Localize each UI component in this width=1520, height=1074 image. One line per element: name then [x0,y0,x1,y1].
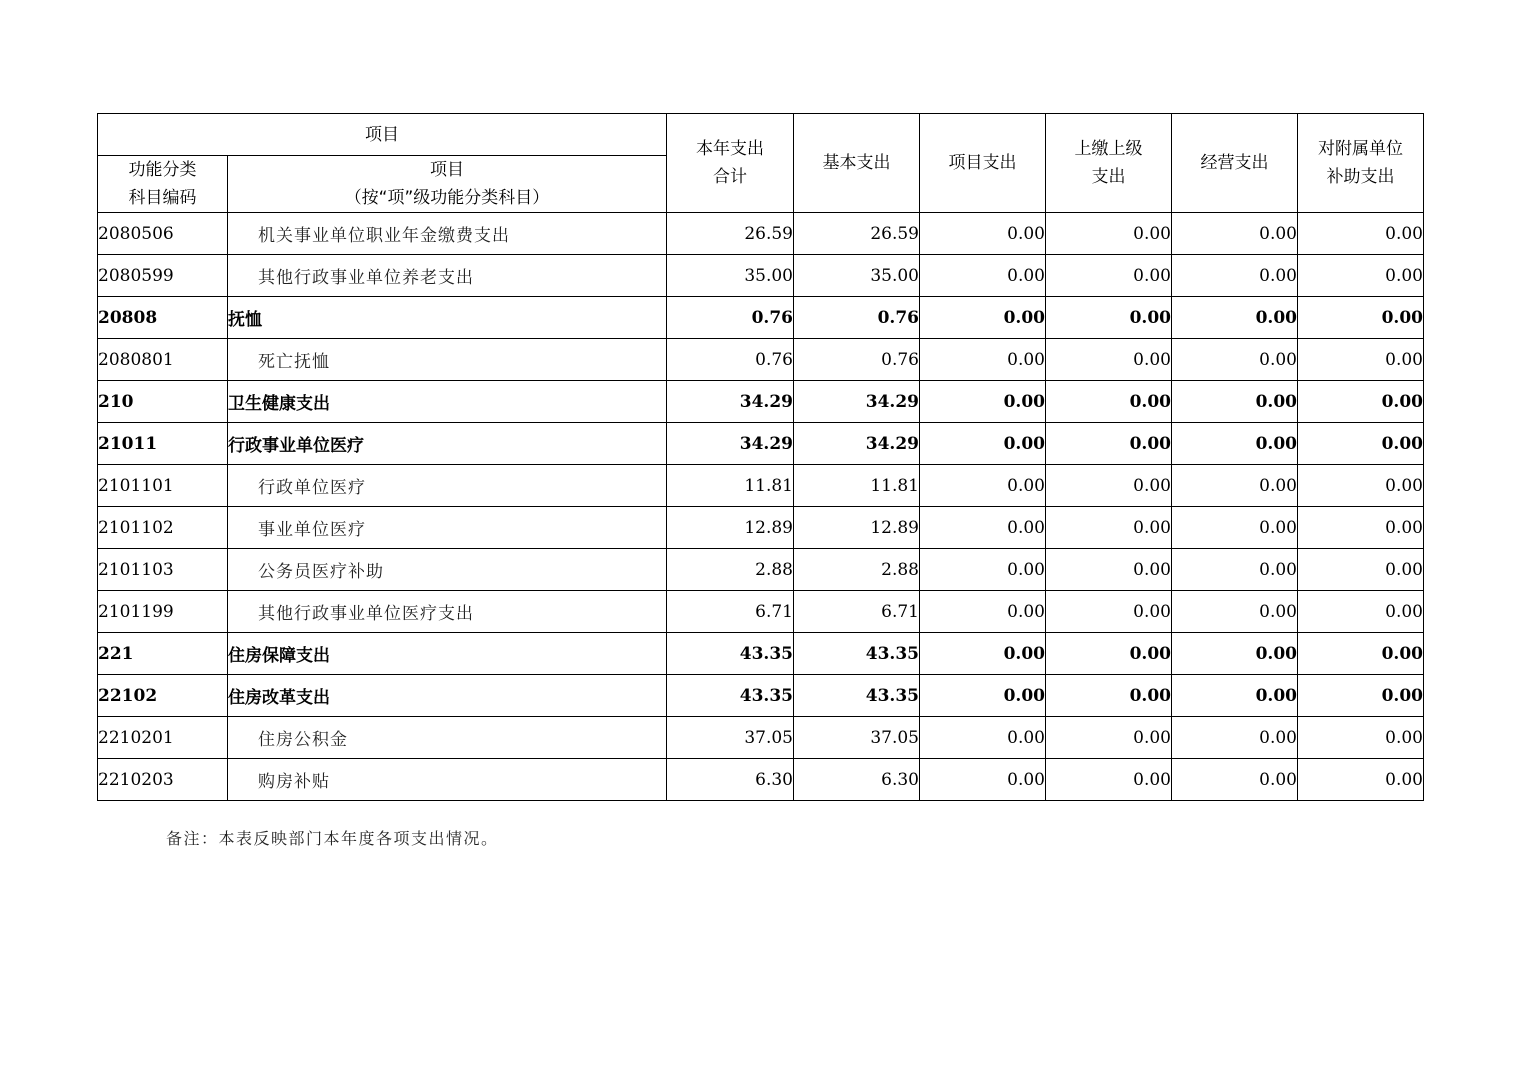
cell-business: 0.00 [1172,633,1298,675]
cell-name: 住房公积金 [228,717,667,759]
cell-upper: 0.00 [1046,507,1172,549]
cell-total: 0.76 [667,297,794,339]
cell-upper: 0.00 [1046,465,1172,507]
cell-name: 住房保障支出 [228,633,667,675]
table-row [98,213,1424,255]
cell-business: 0.00 [1172,549,1298,591]
cell-basic: 0.76 [794,297,920,339]
table-row [98,759,1424,801]
header-code-line1: 功能分类 [128,160,197,180]
cell-project: 0.00 [920,255,1046,297]
cell-business: 0.00 [1172,717,1298,759]
header-total-line2: 合计 [713,167,747,187]
cell-project: 0.00 [920,507,1046,549]
cell-code: 2101199 [98,591,228,633]
cell-project: 0.00 [920,213,1046,255]
cell-upper: 0.00 [1046,381,1172,423]
cell-code: 2101101 [98,465,228,507]
cell-project: 0.00 [920,465,1046,507]
table-body [98,213,1424,801]
cell-subsidy: 0.00 [1298,465,1424,507]
cell-name: 购房补贴 [228,759,667,801]
cell-subsidy: 0.00 [1298,297,1424,339]
table-row [98,633,1424,675]
cell-basic: 2.88 [794,549,920,591]
table-row [98,549,1424,591]
table-row [98,507,1424,549]
cell-project: 0.00 [920,633,1046,675]
header-project: 项目支出 [920,114,1046,213]
cell-subsidy: 0.00 [1298,633,1424,675]
cell-code: 22102 [98,675,228,717]
cell-upper: 0.00 [1046,297,1172,339]
cell-code: 221 [98,633,228,675]
cell-total: 34.29 [667,381,794,423]
header-code [98,156,228,213]
cell-business: 0.00 [1172,213,1298,255]
header-name [228,156,667,213]
cell-subsidy: 0.00 [1298,759,1424,801]
cell-code: 210 [98,381,228,423]
cell-subsidy: 0.00 [1298,381,1424,423]
table-row [98,381,1424,423]
cell-total: 6.71 [667,591,794,633]
cell-basic: 35.00 [794,255,920,297]
header-subsidy [1298,114,1424,213]
table-row [98,591,1424,633]
cell-basic: 11.81 [794,465,920,507]
cell-total: 2.88 [667,549,794,591]
cell-name: 抚恤 [228,297,667,339]
cell-total: 43.35 [667,633,794,675]
cell-business: 0.00 [1172,381,1298,423]
cell-total: 34.29 [667,423,794,465]
cell-upper: 0.00 [1046,633,1172,675]
cell-project: 0.00 [920,549,1046,591]
cell-basic: 34.29 [794,423,920,465]
cell-business: 0.00 [1172,423,1298,465]
cell-total: 35.00 [667,255,794,297]
cell-code: 2080599 [98,255,228,297]
header-code-line2: 科目编码 [128,188,197,208]
cell-basic: 34.29 [794,381,920,423]
cell-basic: 26.59 [794,213,920,255]
cell-upper: 0.00 [1046,213,1172,255]
cell-project: 0.00 [920,381,1046,423]
cell-total: 37.05 [667,717,794,759]
cell-total: 43.35 [667,675,794,717]
header-subsidy-line2: 补助支出 [1326,167,1395,187]
cell-subsidy: 0.00 [1298,549,1424,591]
cell-total: 26.59 [667,213,794,255]
table-row [98,297,1424,339]
cell-business: 0.00 [1172,675,1298,717]
cell-basic: 6.71 [794,591,920,633]
cell-business: 0.00 [1172,507,1298,549]
cell-upper: 0.00 [1046,423,1172,465]
cell-business: 0.00 [1172,339,1298,381]
cell-business: 0.00 [1172,465,1298,507]
table-row [98,255,1424,297]
header-total-line1: 本年支出 [696,139,764,159]
cell-code: 2210203 [98,759,228,801]
cell-project: 0.00 [920,297,1046,339]
cell-subsidy: 0.00 [1298,255,1424,297]
cell-name: 行政单位医疗 [228,465,667,507]
cell-business: 0.00 [1172,591,1298,633]
cell-basic: 43.35 [794,633,920,675]
cell-upper: 0.00 [1046,717,1172,759]
cell-total: 0.76 [667,339,794,381]
cell-code: 2080801 [98,339,228,381]
cell-upper: 0.00 [1046,255,1172,297]
cell-subsidy: 0.00 [1298,675,1424,717]
cell-code: 2101103 [98,549,228,591]
header-subsidy-line1: 对附属单位 [1318,139,1403,159]
cell-subsidy: 0.00 [1298,339,1424,381]
cell-name: 行政事业单位医疗 [228,423,667,465]
cell-name: 其他行政事业单位养老支出 [228,255,667,297]
header-upper-line2: 支出 [1091,167,1126,187]
cell-code: 21011 [98,423,228,465]
header-name-line2: （按“项”级功能分类科目） [344,188,550,208]
cell-name: 其他行政事业单位医疗支出 [228,591,667,633]
cell-code: 2210201 [98,717,228,759]
cell-name: 死亡抚恤 [228,339,667,381]
cell-project: 0.00 [920,675,1046,717]
header-basic: 基本支出 [794,114,920,213]
cell-code: 2101102 [98,507,228,549]
cell-name: 事业单位医疗 [228,507,667,549]
table-row [98,717,1424,759]
cell-upper: 0.00 [1046,759,1172,801]
cell-basic: 37.05 [794,717,920,759]
header-name-line1: 项目 [430,160,464,180]
header-business: 经营支出 [1172,114,1298,213]
header-total [667,114,794,213]
cell-basic: 12.89 [794,507,920,549]
cell-subsidy: 0.00 [1298,717,1424,759]
cell-business: 0.00 [1172,759,1298,801]
table-row [98,423,1424,465]
cell-business: 0.00 [1172,297,1298,339]
cell-project: 0.00 [920,591,1046,633]
table-header [98,114,1424,213]
cell-upper: 0.00 [1046,339,1172,381]
cell-name: 卫生健康支出 [228,381,667,423]
table-row [98,339,1424,381]
table-row [98,465,1424,507]
cell-subsidy: 0.00 [1298,423,1424,465]
cell-code: 20808 [98,297,228,339]
cell-basic: 0.76 [794,339,920,381]
cell-name: 机关事业单位职业年金缴费支出 [228,213,667,255]
cell-project: 0.00 [920,339,1046,381]
cell-basic: 6.30 [794,759,920,801]
cell-subsidy: 0.00 [1298,507,1424,549]
cell-total: 12.89 [667,507,794,549]
cell-upper: 0.00 [1046,591,1172,633]
header-upper [1046,114,1172,213]
cell-name: 公务员医疗补助 [228,549,667,591]
cell-business: 0.00 [1172,255,1298,297]
cell-basic: 43.35 [794,675,920,717]
cell-total: 6.30 [667,759,794,801]
table-row [98,675,1424,717]
cell-code: 2080506 [98,213,228,255]
cell-subsidy: 0.00 [1298,213,1424,255]
cell-subsidy: 0.00 [1298,591,1424,633]
cell-project: 0.00 [920,759,1046,801]
cell-name: 住房改革支出 [228,675,667,717]
header-upper-line1: 上缴上级 [1074,139,1143,159]
cell-upper: 0.00 [1046,549,1172,591]
cell-project: 0.00 [920,717,1046,759]
expenditure-table [97,113,1424,801]
table-note: 备注：本表反映部门本年度各项支出情况。 [166,829,499,848]
cell-upper: 0.00 [1046,675,1172,717]
header-project-group: 项目 [98,114,667,156]
cell-total: 11.81 [667,465,794,507]
cell-project: 0.00 [920,423,1046,465]
